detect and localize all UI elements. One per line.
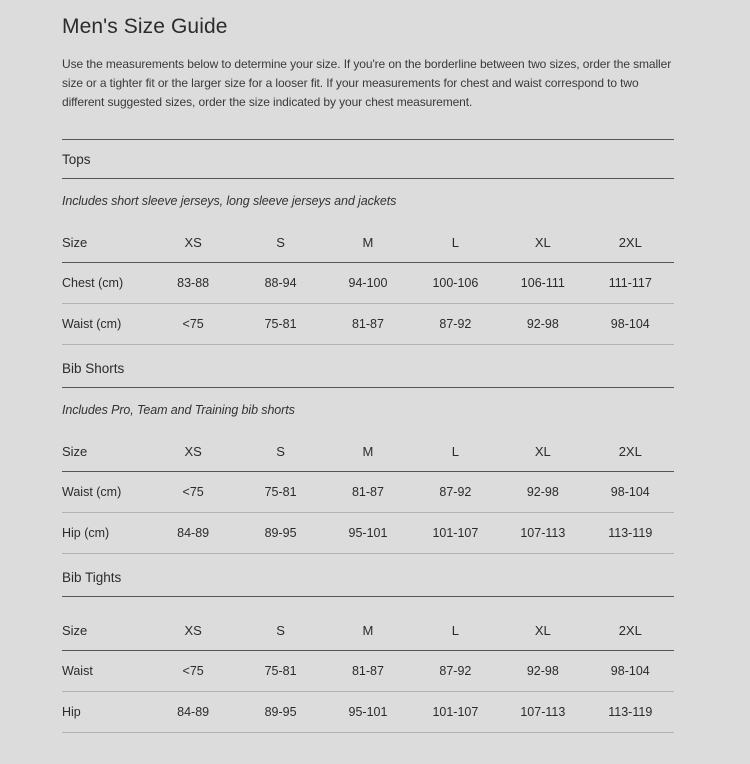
bib-shorts-size-table bbox=[62, 432, 674, 554]
table-cell: 88-94 bbox=[237, 263, 324, 304]
column-header: L bbox=[412, 611, 499, 651]
bib-tights-size-table bbox=[62, 611, 674, 733]
table-cell: 107-113 bbox=[499, 692, 586, 733]
section-header-bib-tights: Bib Tights bbox=[62, 558, 674, 597]
column-header: L bbox=[412, 223, 499, 263]
table-cell: 87-92 bbox=[412, 651, 499, 692]
page-title: Men's Size Guide bbox=[62, 15, 228, 38]
row-label: Hip bbox=[62, 692, 149, 733]
table-cell: 92-98 bbox=[499, 304, 586, 345]
table-cell: 94-100 bbox=[324, 263, 411, 304]
table-cell: 95-101 bbox=[324, 692, 411, 733]
column-header: M bbox=[324, 432, 411, 472]
table-cell: 106-111 bbox=[499, 263, 586, 304]
table-cell: 81-87 bbox=[324, 304, 411, 345]
table-cell: 113-119 bbox=[587, 513, 674, 554]
section-header-bib-shorts: Bib Shorts bbox=[62, 349, 674, 388]
column-header: XS bbox=[149, 223, 236, 263]
column-header: L bbox=[412, 432, 499, 472]
table-cell: 75-81 bbox=[237, 304, 324, 345]
column-header: 2XL bbox=[587, 611, 674, 651]
section-note-tops: Includes short sleeve jerseys, long sleeve jerseys and jackets bbox=[62, 194, 397, 208]
table-cell: 75-81 bbox=[237, 651, 324, 692]
table-cell: 81-87 bbox=[324, 472, 411, 513]
table-cell: <75 bbox=[149, 304, 236, 345]
column-header: Size bbox=[62, 223, 149, 263]
table-header-row bbox=[62, 223, 674, 263]
table-cell: 92-98 bbox=[499, 651, 586, 692]
table-row bbox=[62, 472, 674, 513]
table-cell: 100-106 bbox=[412, 263, 499, 304]
table-cell: 95-101 bbox=[324, 513, 411, 554]
column-header: M bbox=[324, 611, 411, 651]
table-cell: 84-89 bbox=[149, 513, 236, 554]
table-cell: 87-92 bbox=[412, 472, 499, 513]
row-label: Waist (cm) bbox=[62, 304, 149, 345]
table-cell: 92-98 bbox=[499, 472, 586, 513]
table-cell: 89-95 bbox=[237, 513, 324, 554]
column-header: XS bbox=[149, 611, 236, 651]
table-row bbox=[62, 513, 674, 554]
table-cell: 81-87 bbox=[324, 651, 411, 692]
column-header: S bbox=[237, 432, 324, 472]
column-header: XL bbox=[499, 611, 586, 651]
column-header: S bbox=[237, 223, 324, 263]
column-header: Size bbox=[62, 432, 149, 472]
table-row bbox=[62, 692, 674, 733]
column-header: XL bbox=[499, 432, 586, 472]
table-cell: 101-107 bbox=[412, 692, 499, 733]
table-header-row bbox=[62, 611, 674, 651]
column-header: M bbox=[324, 223, 411, 263]
table-row bbox=[62, 304, 674, 345]
table-cell: 98-104 bbox=[587, 304, 674, 345]
row-label: Waist bbox=[62, 651, 149, 692]
row-label: Waist (cm) bbox=[62, 472, 149, 513]
column-header: Size bbox=[62, 611, 149, 651]
column-header: XL bbox=[499, 223, 586, 263]
table-cell: 107-113 bbox=[499, 513, 586, 554]
row-label: Hip (cm) bbox=[62, 513, 149, 554]
column-header: XS bbox=[149, 432, 236, 472]
size-guide-page bbox=[0, 14, 750, 733]
table-cell: 75-81 bbox=[237, 472, 324, 513]
table-cell: 98-104 bbox=[587, 651, 674, 692]
table-cell: 113-119 bbox=[587, 692, 674, 733]
table-row bbox=[62, 651, 674, 692]
intro-text: Use the measurements below to determine your size. If you're on the borderline between two sizes, order the smaller size or a tighter fit or the larger size for a looser fit. If your measurements for chest and waist correspond to two different suggested sizes, order the size indicated by your chest measurement. bbox=[62, 57, 672, 109]
row-label: Chest (cm) bbox=[62, 263, 149, 304]
table-cell: 84-89 bbox=[149, 692, 236, 733]
table-row bbox=[62, 263, 674, 304]
table-cell: <75 bbox=[149, 651, 236, 692]
table-cell: 89-95 bbox=[237, 692, 324, 733]
section-note-bib-shorts: Includes Pro, Team and Training bib shorts bbox=[62, 403, 295, 417]
column-header: 2XL bbox=[587, 223, 674, 263]
column-header: S bbox=[237, 611, 324, 651]
table-cell: 101-107 bbox=[412, 513, 499, 554]
table-cell: 83-88 bbox=[149, 263, 236, 304]
table-cell: 87-92 bbox=[412, 304, 499, 345]
table-header-row bbox=[62, 432, 674, 472]
section-header-tops: Tops bbox=[62, 139, 674, 179]
table-cell: 98-104 bbox=[587, 472, 674, 513]
column-header: 2XL bbox=[587, 432, 674, 472]
table-cell: 111-117 bbox=[587, 263, 674, 304]
tops-size-table bbox=[62, 223, 674, 345]
table-cell: <75 bbox=[149, 472, 236, 513]
